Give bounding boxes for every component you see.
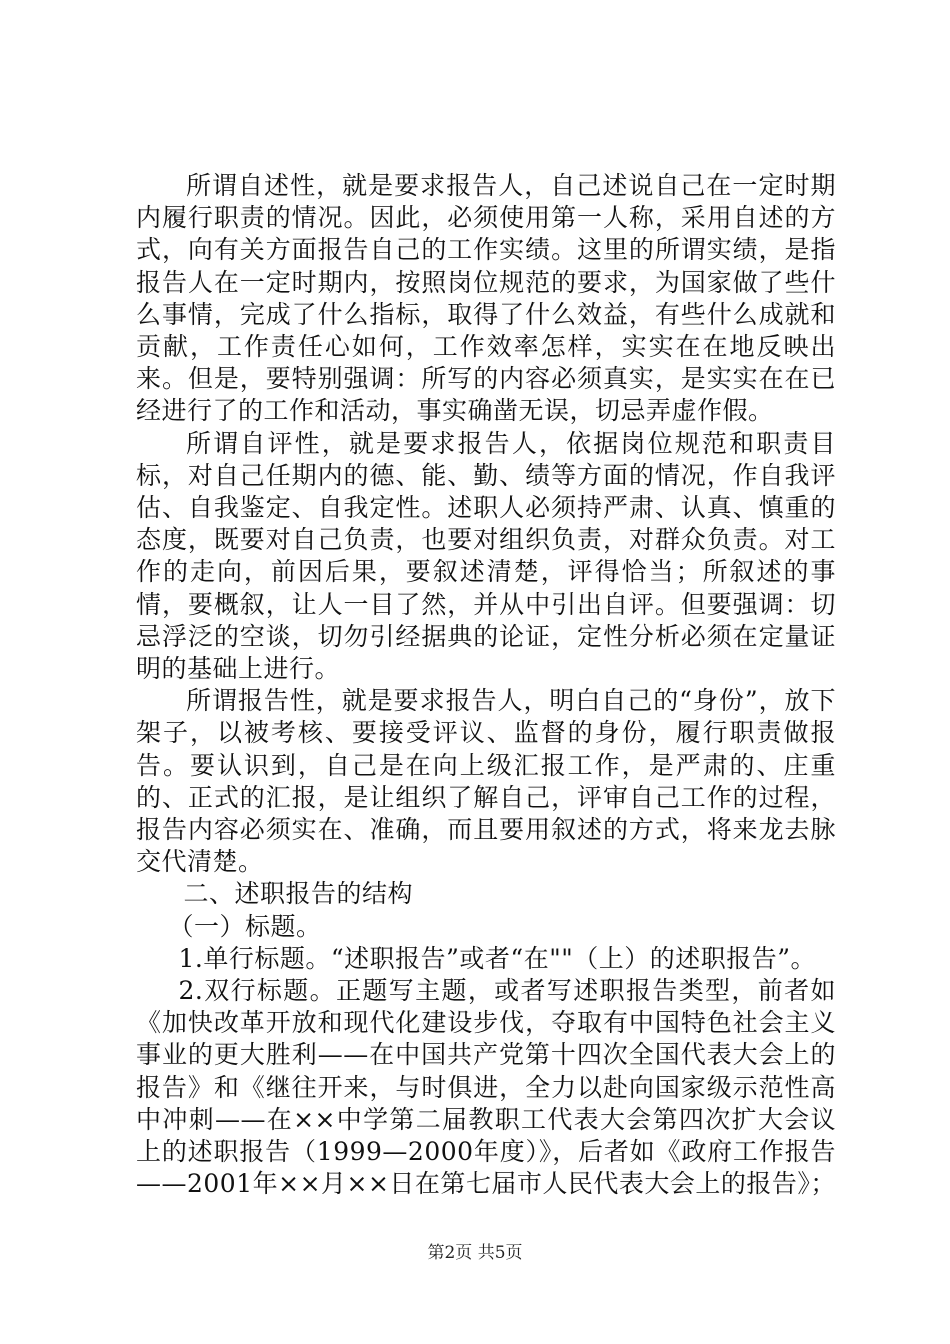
sub-heading: （一）标题。 [168,911,322,941]
paragraph-reporting: 所谓报告性，就是要求报告人，明白自己的“身份”，放下架子，以被考核、要接受评议、监督的身份，履行职责做报告。要认识到，自己是在向上级汇报工作，是严肃的、庄重的、正式的汇报，是让组织了解自己，评审自己工作的过程，报告内容必须实在、准确，而且要用叙述的方式，将来龙去脉交代清楚。 [136,686,836,877]
section-heading: 二、述职报告的结构 [183,879,414,909]
paragraph-self-narration: 所谓自述性，就是要求报告人，自己述说自己在一定时期内履行职责的情况。因此，必须使用第一人称，采用自述的方式，向有关方面报告自己的工作实绩。这里的所谓实绩，是指报告人在一定时期内，按照岗位规范的要求，为国家做了些什么事情，完成了什么指标，取得了什么效益，有些什么成就和贡献，工作责任心如何，工作效率怎样，实实在在地反映出来。但是，要特别强调：所写的内容必须真实，是实实在在已经进行了的工作和活动，事实确凿无误，切忌弄虚作假。 [136,171,836,426]
page-number: 第2页 共5页 [427,1243,523,1263]
list-item-single-title: 1.单行标题。“述职报告”或者“在""（上）的述职报告”。 [178,943,816,973]
list-item-double-title: 2.双行标题。正题写主题，或者写述职报告类型，前者如《加快改革开放和现代化建设步伐，夺取有中国特色社会主义事业的更大胜利——在中国共产党第十四次全国代表大会上的报告》和《继往开来，与时俱进，全力以赴向国家级示范性高中冲刺——在××中学第二届教职工代表大会第四次扩大会议上的述职报告（1999—2000年度）》，后者如《政府工作报告——2001年××月××日在第七届市人民代表大会上的报告》； [136,976,836,1199]
paragraph-self-evaluation: 所谓自评性，就是要求报告人，依据岗位规范和职责目标，对自己任期内的德、能、勤、绩等方面的情况，作自我评估、自我鉴定、自我定性。述职人必须持严肃、认真、慎重的态度，既要对自己负责，也要对组织负责，对群众负责。对工作的走向，前因后果，要叙述清楚，评得恰当；所叙述的事情，要概叙，让人一目了然，并从中引出自评。但要强调：切忌浮泛的空谈，切勿引经据典的论证，定性分析必须在定量证明的基础上进行。 [136,428,836,684]
document-body [136,170,836,1201]
